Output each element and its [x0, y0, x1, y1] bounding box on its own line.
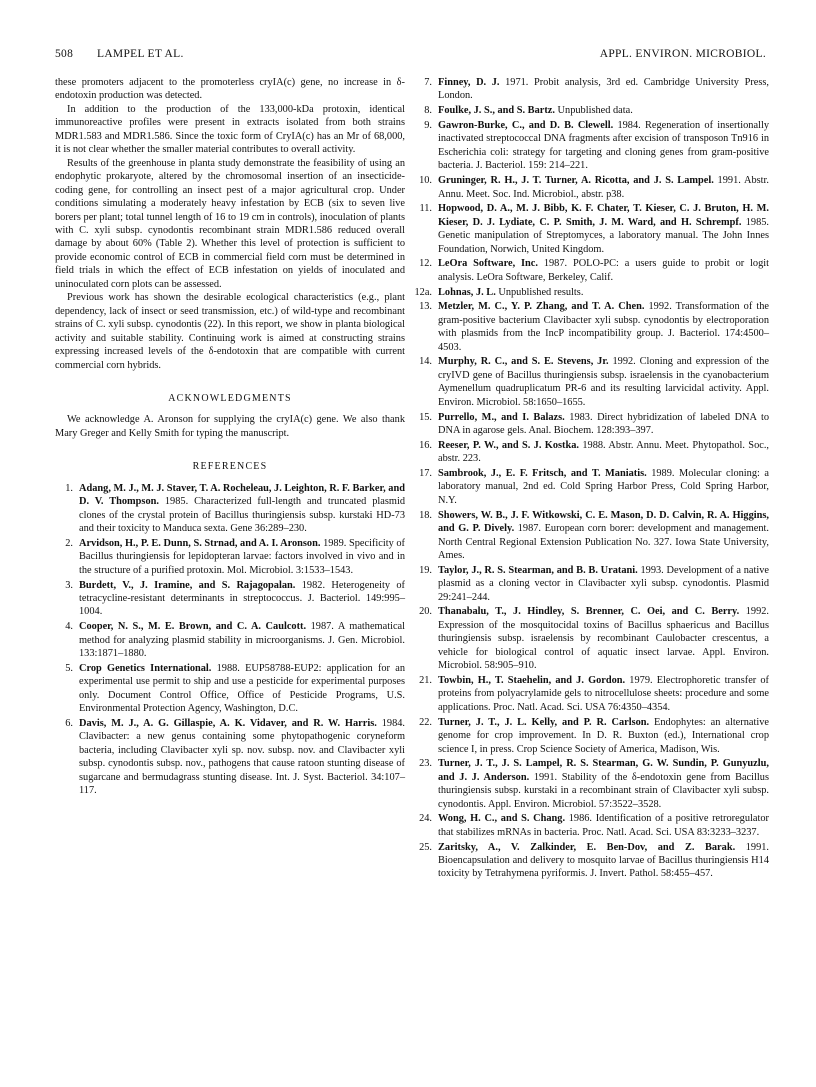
reference-text: 1984. Regeneration of insertionally inactivated streptococcal DNA fragments after excision of transposon Tn916 in Escherichia coli: strategy for targeting and cloning genes from gram-positive bacteria. J. Bacteriol. 159: 214–221.: [438, 119, 769, 172]
reference-text: 1971. Probit analysis, 3rd ed. Cambridge University Press, London.: [438, 77, 769, 102]
reference-authors: Sambrook, J., E. F. Fritsch, and T. Maniatis.: [438, 467, 647, 479]
body-paragraph: these promoters adjacent to the promoterless cryIA(c) gene, no increase in δ-endotoxin production was detected.: [55, 77, 405, 102]
reference-text: 1991. Bioencapsulation and delivery to mosquito larvae of Bacillus thuringiensis H14 toxicity by Tetrahymena pyriformis. J. Invert. Pathol. 58:455–457.: [438, 841, 769, 880]
reference-number: 19.: [419, 564, 432, 576]
reference-item: [414, 674, 769, 714]
reference-number: 20.: [419, 606, 432, 618]
reference-authors: Wong, H. C., and S. Chang.: [438, 813, 566, 825]
reference-item: [414, 439, 769, 466]
reference-item: [414, 104, 769, 117]
reference-item: [414, 257, 769, 284]
reference-authors: Towbin, H., T. Staehelin, and J. Gordon.: [438, 674, 626, 686]
reference-authors: Zaritsky, A., V. Zalkinder, E. Ben-Dov, and Z. Barak.: [438, 841, 736, 853]
body-paragraph: Results of the greenhouse in planta study demonstrate the feasibility of using an endophytic prokaryote, altered by the chromosomal insertion of an insecticide-coding gene, for controlling an insect pest of a major agricultural crop. Under conditions simulating a moderately heavy infestation by ECB (six to seven live borers per plant; total tunnel length of 16 to 19 cm in controls), inoculation of plants with C. xyli subsp. cynodontis recombinant strain MDR1.586 reduced overall damage by about 60% (Table 2). Whether this level of protection is sufficient to provide economic control of ECB in commercial field corn must be determined in field trials in which the effect of ECB infestation on yields of inoculated and uninoculated corn plots can be assessed.: [55, 157, 405, 290]
reference-number: 7.: [424, 77, 432, 88]
reference-authors: Taylor, J., R. S. Stearman, and B. B. Uratani.: [438, 564, 638, 576]
reference-item: [414, 119, 769, 173]
journal-name: APPL. ENVIRON. MICROBIOL.: [599, 48, 766, 60]
reference-text: 1991. Stability of the δ-endotoxin gene from Bacillus thuringiensis subsp. kurstaki in a recombinant strain of Clavibacter xyli subsp. cynodontis. Appl. Environ. Microbiol. 57:3522–3528.: [438, 771, 770, 810]
running-header: [55, 48, 766, 66]
reference-text: 1989. Molecular cloning: a laboratory manual, 2nd ed. Cold Spring Harbor Press, Cold Spring Harbor, N.Y.: [438, 467, 769, 506]
reference-text: 1979. Electrophoretic transfer of proteins from polyacrylamide gels to nitrocellulose sheets: procedure and some applications. Proc. Natl. Acad. Sci. USA 76:4350–4354.: [438, 674, 769, 713]
body-paragraph: Previous work has shown the desirable ecological characteristics (e.g., plant dependency, lack of insect or seed transmission, etc.) of wild-type and recombinant strains of C. xyli subsp. cynodontis (22). In this report, we show in planta biological activity and suitable stability. Continuing work is aimed at constructing strains expressing increased levels of the δ-endotoxin that are compatible with current commercial corn hybrids.: [55, 292, 405, 371]
reference-text: 1992. Transformation of the gram-positive bacterium Clavibacter xyli subsp. cynodontis by electroporation with plasmids from the IncP incompatibility group. J. Bacteriol. 174:4500–4503.: [438, 301, 769, 353]
reference-item: [55, 662, 405, 716]
reference-item: [414, 300, 769, 354]
reference-text: 1983. Direct hybridization of labeled DNA to DNA in agarose gels. Anal. Biochem. 128:393–397.: [438, 411, 769, 436]
reference-text: 1989. Specificity of Bacillus thuringiensis for lepidopteran larvae: factors involved in vivo and in the structure of a purified protoxin. Mol. Microbiol. 3:1533–1543.: [79, 537, 405, 576]
reference-text: 1985. Characterized full-length and truncated plasmid clones of the crystal protein of Bacillus thuringiensis subsp. kurstaki HD-73 and their toxicity to Manduca sexta. Gene 36:289–230.: [79, 496, 405, 535]
reference-item: [414, 411, 769, 438]
reference-authors: Turner, J. T., J. S. Lampel, R. S. Stearman, G. W. Sundin, P. Gunyuzlu, and J. J. Anderson.: [438, 758, 769, 783]
reference-item: [55, 717, 405, 798]
reference-authors: Hopwood, D. A., M. J. Bibb, K. F. Chater, T. Kieser, C. J. Bruton, H. M. Kieser, D. J. Lydiate, C. P. Smith, J. M. Ward, and H. Schrempf.: [438, 203, 769, 228]
reference-authors: Reeser, P. W., and S. J. Kostka.: [438, 439, 579, 451]
reference-number: 2.: [65, 537, 73, 549]
reference-number: 5.: [65, 662, 73, 674]
reference-text: 1992. Expression of the mosquitocidal toxins of Bacillus sphaericus and Bacillus thuringiensis subsp. israelensis by recombinant Caulobacter crescentus, a vehicle for biological control of aquatic insect larvae. Appl. Environ. Microbiol. 58:905–910.: [438, 606, 769, 672]
reference-text: 1992. Cloning and expression of the cryIVD gene of Bacillus thuringiensis subsp. israelensis in the cyanobacterium Aymenellum quadruplicatum PR-6 and its resulting larvicidal activity. Appl. Environ. Microbiol. 58:1650–1655.: [438, 356, 769, 408]
reference-item: [414, 174, 769, 201]
reference-number: 14.: [419, 356, 432, 368]
reference-authors: LeOra Software, Inc.: [438, 258, 538, 270]
reference-item: [414, 564, 769, 604]
reference-number: 24.: [419, 813, 432, 825]
reference-item: [414, 605, 769, 672]
reference-number: 11.: [419, 203, 432, 215]
reference-item: [414, 716, 769, 756]
reference-number: 17.: [419, 467, 432, 479]
reference-item: [55, 579, 405, 619]
reference-authors: Turner, J. T., J. L. Kelly, and P. R. Carlson.: [438, 716, 650, 728]
reference-authors: Lohnas, J. L.: [438, 286, 496, 298]
reference-authors: Gruninger, R. H., J. T. Turner, A. Ricotta, and J. S. Lampel.: [438, 175, 714, 187]
running-authors: LAMPEL ET AL.: [97, 48, 184, 60]
reference-text: 1985. Genetic manipulation of Streptomyces, a laboratory manual. The John Innes Foundation, Norwich, United Kingdom.: [438, 216, 770, 255]
reference-authors: Finney, D. J.: [438, 77, 500, 88]
reference-authors: Foulke, J. S., and S. Bartz.: [438, 105, 555, 117]
reference-text: 1984. Clavibacter: a new genus containing some phytopathogenic coryneform bacteria, including Clavibacter xyli sp. nov. subsp. nov. and Clavibacter xyli subsp. cynodontis subsp. nov., pathogens that cause ratoon stunting disease of sugarcane and bermudagrass stunting disease. Int. J. Syst. Bacteriol. 34:107–117.: [79, 717, 406, 797]
reference-item: [414, 286, 769, 299]
reference-item: [414, 76, 769, 103]
body-paragraph: In addition to the production of the 133,000-kDa protoxin, identical immunoreactive profiles were present in extracts isolated from both strains MDR1.583 and MDR1.586. Since the toxic form of CryIA(c) has an Mr of 68,000, it is not clear whether the smaller material contributes to overall activity.: [55, 103, 405, 156]
reference-number: 15.: [419, 411, 432, 423]
reference-number: 23.: [419, 758, 432, 770]
reference-authors: Metzler, M. C., Y. P. Zhang, and T. A. Chen.: [438, 301, 645, 313]
reference-number: 18.: [419, 509, 432, 521]
reference-list-left: [55, 482, 405, 798]
reference-authors: Purrello, M., and I. Balazs.: [438, 411, 565, 423]
reference-item: [55, 537, 405, 577]
reference-authors: Showers, W. B., J. F. Witkowski, C. E. Mason, D. D. Calvin, R. A. Higgins, and G. P. Dively.: [438, 509, 769, 535]
reference-text: 1988. Abstr. Annu. Meet. Phytopathol. Soc., abstr. 223.: [438, 439, 769, 465]
reference-authors: Adang, M. J., M. J. Staver, T. A. Rocheleau, J. Leighton, R. F. Barker, and D. V. Thompson.: [79, 482, 405, 508]
reference-authors: Crop Genetics International.: [79, 662, 212, 674]
left-column: [55, 76, 405, 799]
reference-text: Unpublished results.: [495, 286, 584, 298]
reference-text: 1987. POLO-PC: a users guide to probit or logit analysis. LeOra Software, Berkeley, Calif.: [438, 258, 769, 283]
reference-number: 3.: [65, 579, 73, 591]
right-column: [414, 76, 769, 882]
reference-item: [55, 482, 405, 536]
reference-item: [414, 509, 769, 563]
reference-text: 1993. Development of a native plasmid as a cloning vector in Clavibacter xyli subsp. cynodontis. Plasmid 29:241–244.: [438, 564, 769, 603]
reference-authors: Arvidson, H., P. E. Dunn, S. Strnad, and A. I. Aronson.: [79, 537, 321, 549]
reference-number: 21.: [419, 674, 432, 686]
reference-number: 10.: [419, 175, 432, 187]
reference-text: 1988. EUP58788-EUP2: application for an experimental use permit to ship and use a pesticide for experimental purposes only. Document Control Office, Office of Pesticide Programs, U.S. Environmental Protection Agency, Washington, D.C.: [79, 662, 405, 715]
reference-number: 22.: [419, 716, 432, 728]
reference-number: 6.: [65, 717, 73, 729]
reference-item: [414, 757, 769, 811]
reference-authors: Davis, M. J., A. G. Gillaspie, A. K. Vidaver, and R. W. Harris.: [79, 717, 377, 729]
reference-number: 4.: [65, 621, 73, 633]
reference-text: 1986. Identification of a positive retroregulator that stabilizes mRNAs in bacteria. Proc. Natl. Acad. Sci. USA 83:3233–3237.: [438, 813, 769, 838]
reference-text: Endophytes: an alternative genome for crop improvement. In D. R. Buxton (ed.), International crop science I, in press. Crop Science Society of America, Madison, Wis.: [438, 716, 769, 755]
reference-authors: Cooper, N. S., M. E. Brown, and C. A. Caulcott.: [79, 621, 307, 633]
reference-text: 1987. A mathematical method for analyzing plasmid stability in microorganisms. J. Gen. Microbiol. 133:1871–1880.: [79, 621, 405, 660]
reference-item: [414, 202, 769, 256]
reference-number: 25.: [419, 841, 432, 853]
acknowledgments-text: We acknowledge A. Aronson for supplying the cryIA(c) gene. We also thank Mary Greger and Kelly Smith for typing the manuscript.: [55, 414, 405, 439]
reference-number: 8.: [424, 105, 432, 117]
reference-number: 12.: [419, 258, 432, 270]
reference-text: 1982. Heterogeneity of tetracycline-resistant determinants in streptococcus. J. Bacteriol. 149:995–1004.: [79, 579, 405, 618]
reference-text: 1991. Abstr. Annu. Meet. Soc. Ind. Microbiol., abstr. p38.: [438, 175, 770, 200]
reference-item: [414, 467, 769, 507]
reference-text: Unpublished data.: [554, 105, 633, 117]
acknowledgments-heading: ACKNOWLEDGMENTS: [168, 392, 292, 404]
reference-number: 16.: [419, 439, 432, 451]
reference-item: [414, 841, 769, 881]
reference-authors: Burdett, V., J. Iramine, and S. Rajagopalan.: [79, 579, 296, 591]
reference-number: 13.: [419, 301, 432, 313]
page-number: 508: [55, 48, 74, 60]
reference-number: 9.: [424, 119, 432, 131]
reference-item: [414, 355, 769, 409]
reference-authors: Thanabalu, T., J. Hindley, S. Brenner, C. Oei, and C. Berry.: [438, 606, 740, 618]
reference-authors: Murphy, R. C., and S. E. Stevens, Jr.: [438, 356, 609, 368]
reference-authors: Gawron-Burke, C., and D. B. Clewell.: [438, 119, 614, 131]
reference-text: 1987. European corn borer: development and management. North Central Regional Extension Publication No. 327. Iowa State University, Ames.: [438, 523, 769, 561]
reference-number: 12a.: [414, 286, 432, 298]
reference-list-right: [414, 76, 769, 881]
reference-item: [55, 620, 405, 660]
references-heading: REFERENCES: [192, 461, 268, 473]
reference-item: [414, 812, 769, 839]
reference-number: 1.: [65, 482, 73, 494]
